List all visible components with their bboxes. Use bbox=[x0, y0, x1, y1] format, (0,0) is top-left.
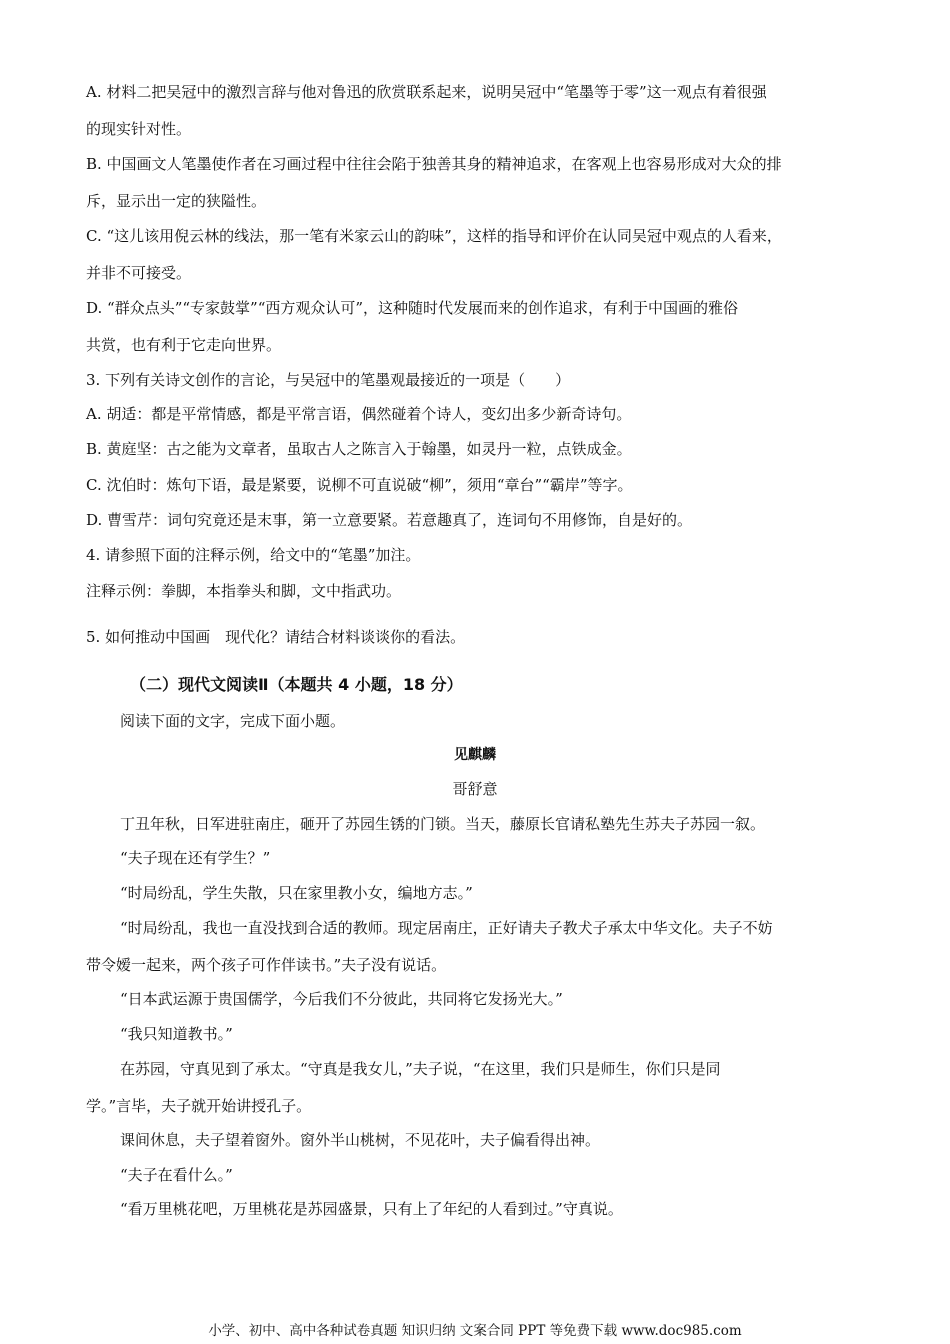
q3-option-d: D. 曹雪芹：词句究竟还是末事，第一立意要紧。若意趣真了，连词句不用修饰，自是好的。 bbox=[86, 511, 693, 529]
story-paragraph: “日本武运源于贵国儒学，今后我们不分彼此，共同将它发扬光大。” bbox=[120, 990, 563, 1008]
q5-stem: 5. 如何推动中国画 现代化？请结合材料谈谈你的看法。 bbox=[86, 628, 466, 646]
section-instruction: 阅读下面的文字，完成下面小题。 bbox=[120, 712, 346, 730]
q4-example: 注释示例：拳脚，本指拳头和脚，文中指武功。 bbox=[86, 582, 402, 600]
q2-option-c-line2: 并非不可接受。 bbox=[86, 264, 192, 282]
story-paragraph: “时局纷乱，学生失散，只在家里教小女，编地方志。” bbox=[120, 884, 473, 902]
q2-option-b-line2: 斥，显示出一定的狭隘性。 bbox=[86, 192, 267, 210]
page-footer: 小学、初中、高中各种试卷真题 知识归纳 文案合同 PPT 等免费下载 www.doc985.com bbox=[208, 1323, 742, 1339]
story-paragraph-continued: 带令嫒一起来，两个孩子可作伴读书。”夫子没有说话。 bbox=[86, 956, 447, 974]
q3-option-a: A. 胡适：都是平常情感，都是平常言语，偶然碰着个诗人，变幻出多少新奇诗句。 bbox=[86, 405, 632, 423]
q3-stem: 3. 下列有关诗文创作的言论，与吴冠中的笔墨观最接近的一项是（ ） bbox=[86, 371, 571, 389]
story-paragraph: 在苏园，守真见到了承太。“守真是我女儿，”夫子说，“在这里，我们只是师生，你们只是同 bbox=[120, 1060, 721, 1078]
story-title: 见麒麟 bbox=[454, 747, 496, 763]
story-paragraph: “我只知道教书。” bbox=[120, 1025, 233, 1043]
story-author: 哥舒意 bbox=[452, 780, 498, 798]
q2-option-d-line2: 共赏，也有利于它走向世界。 bbox=[86, 336, 282, 354]
q3-option-b: B. 黄庭坚：古之能为文章者，虽取古人之陈言入于翰墨，如灵丹一粒，点铁成金。 bbox=[86, 440, 632, 458]
q3-option-c: C. 沈伯时：炼句下语，最是紧要，说柳不可直说破“柳”，须用“章台”“霸岸”等字。 bbox=[86, 476, 633, 494]
story-paragraph: “时局纷乱，我也一直没找到合适的教师。现定居南庄，正好请夫子教犬子承太中华文化。夫子不妨 bbox=[120, 919, 773, 937]
q2-option-b-line1: B. 中国画文人笔墨使作者在习画过程中往往会陷于独善其身的精神追求，在客观上也容易形成对大众的排 bbox=[86, 155, 782, 173]
story-paragraph: “夫子在看什么。” bbox=[120, 1166, 233, 1184]
q4-stem: 4. 请参照下面的注释示例，给文中的“笔墨”加注。 bbox=[86, 546, 421, 564]
story-paragraph: 丁丑年秋，日军进驻南庄，砸开了苏园生锈的门锁。当天，藤原长官请私塾先生苏夫子苏园一叙。 bbox=[120, 815, 766, 833]
story-paragraph: “夫子现在还有学生？” bbox=[120, 849, 271, 867]
story-paragraph: 课间休息，夫子望着窗外。窗外半山桃树，不见花叶，夫子偏看得出神。 bbox=[120, 1131, 601, 1149]
q2-option-c-line1: C. “这儿该用倪云林的线法，那一笔有米家云山的韵味”，这样的指导和评价在认同吴冠中观点的人看来， bbox=[86, 227, 782, 245]
story-paragraph: “看万里桃花吧，万里桃花是苏园盛景，只有上了年纪的人看到过。”守真说。 bbox=[120, 1200, 623, 1218]
story-paragraph-continued: 学。”言毕，夫子就开始讲授孔子。 bbox=[86, 1097, 312, 1115]
section-heading: （二）现代文阅读Ⅱ（本题共 4 小题，18 分） bbox=[130, 675, 463, 694]
q2-option-a-line2: 的现实针对性。 bbox=[86, 120, 192, 138]
q2-option-d-line1: D. “群众点头”“专家鼓掌”“西方观众认可”，这种随时代发展而来的创作追求，有利于中国画的雅俗 bbox=[86, 299, 739, 317]
q2-option-a-line1: A. 材料二把吴冠中的激烈言辞与他对鲁迅的欣赏联系起来，说明吴冠中“笔墨等于零”这一观点有着很强 bbox=[86, 83, 767, 101]
